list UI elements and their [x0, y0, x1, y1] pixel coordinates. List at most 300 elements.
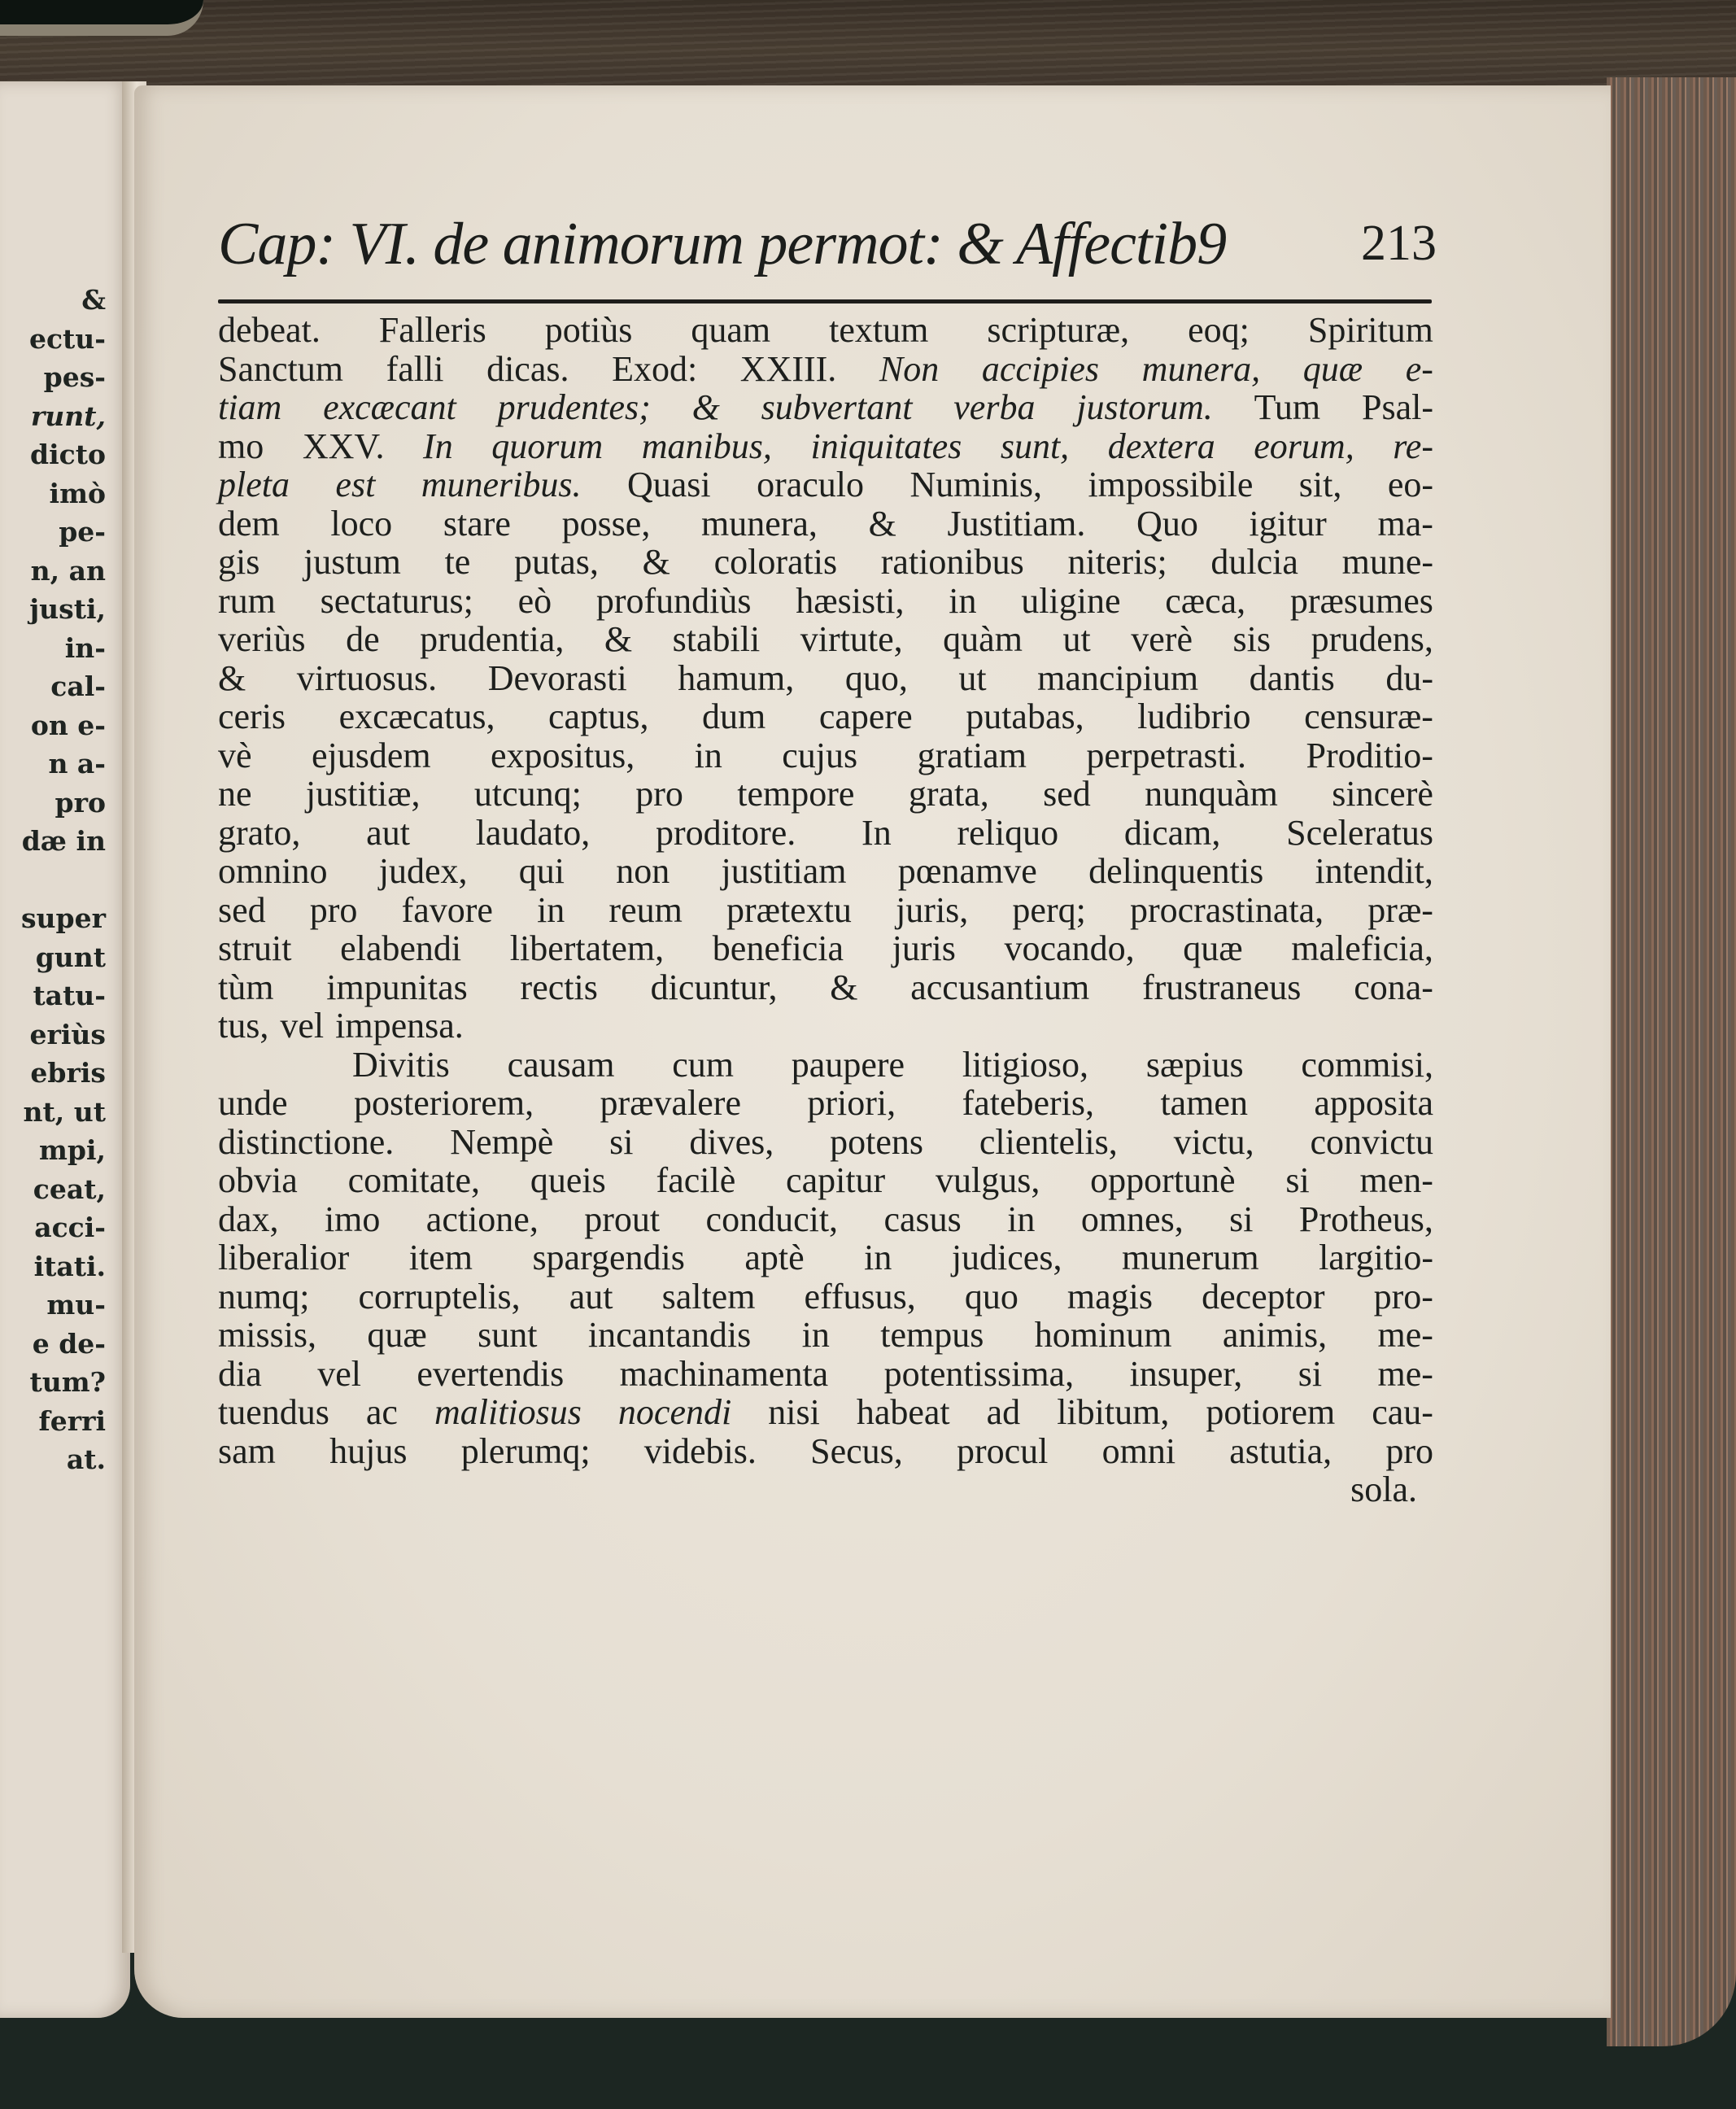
text-line — [218, 1123, 1433, 1162]
word: pro — [1385, 1430, 1433, 1471]
italic-word: malitiosus — [434, 1392, 582, 1432]
word: libitum, — [1057, 1392, 1170, 1432]
text-line — [218, 659, 1433, 698]
word: dicas. — [486, 348, 569, 389]
word: justum — [303, 542, 401, 582]
left-page-fragment: pe- — [59, 516, 106, 548]
word: de — [346, 619, 380, 659]
word: elabendi — [340, 928, 462, 968]
word: intendit, — [1315, 851, 1433, 891]
word: putabas, — [966, 696, 1084, 736]
word: Protheus, — [1298, 1199, 1433, 1239]
word: eò — [517, 580, 552, 621]
header-rule — [218, 299, 1432, 303]
word: si — [609, 1121, 634, 1162]
word: judex, — [378, 851, 468, 891]
word: tus, — [218, 1006, 269, 1046]
word: sed — [1043, 774, 1091, 814]
text-line — [218, 1393, 1433, 1432]
word: conducit, — [705, 1199, 839, 1239]
text-line — [218, 582, 1433, 621]
word: in — [949, 580, 977, 621]
word: priori, — [807, 1083, 896, 1123]
word: cæca, — [1165, 580, 1246, 621]
word: liberalior — [218, 1238, 350, 1277]
word: delinquentis — [1088, 851, 1264, 891]
word: dia — [218, 1353, 262, 1394]
word: Proditio- — [1306, 735, 1433, 775]
word: distinctione. — [218, 1121, 395, 1162]
word: mo — [218, 426, 264, 466]
word: prætextu — [726, 889, 852, 930]
word: prævalere — [600, 1083, 741, 1123]
word: loco — [330, 503, 393, 544]
page-fore-edge — [1607, 77, 1736, 2046]
word: justitiam — [721, 851, 847, 891]
word: hominum — [1034, 1315, 1172, 1355]
word: frustraneus — [1141, 967, 1302, 1007]
word: virtute, — [800, 619, 903, 659]
word: juris — [892, 928, 956, 968]
left-page-fragment: nt, ut — [23, 1095, 106, 1128]
word: aut — [569, 1276, 613, 1316]
left-page-fragment: justi, — [29, 593, 106, 625]
word: rectis — [520, 967, 598, 1007]
word: saltem — [661, 1276, 756, 1316]
italic-word: munera, — [1141, 348, 1261, 389]
word: omnes, — [1080, 1199, 1184, 1239]
italic-word: muneribus. — [421, 465, 582, 504]
word: libertatem, — [509, 928, 665, 968]
word: debeat. — [218, 310, 321, 350]
word: cum — [672, 1044, 735, 1085]
italic-word: e- — [1405, 348, 1433, 389]
word: facilè — [656, 1160, 736, 1200]
word: stabili — [672, 619, 761, 659]
word: convictu — [1310, 1121, 1433, 1162]
word: rationibus — [880, 542, 1024, 582]
word: In — [861, 812, 892, 853]
word: Sanctum — [218, 348, 343, 389]
word: sincerè — [1332, 774, 1433, 814]
text-line — [218, 1432, 1433, 1471]
text-line — [218, 1238, 1433, 1277]
word: struit — [218, 928, 292, 968]
word: missis, — [218, 1315, 317, 1355]
word: Sceleratus — [1286, 812, 1433, 853]
text-line — [218, 1200, 1433, 1239]
italic-word: justorum. — [1076, 387, 1213, 427]
italic-word: verba — [953, 387, 1036, 427]
word: quo, — [844, 657, 908, 698]
word: Devorasti — [487, 657, 627, 698]
word: beneficia — [712, 928, 844, 968]
left-page-fragment: ferri — [38, 1404, 106, 1437]
word: ut — [1062, 619, 1091, 659]
word: gratiam — [917, 735, 1027, 775]
italic-word: dextera — [1107, 426, 1215, 466]
word: capitur — [786, 1160, 886, 1200]
word: reliquo — [957, 812, 1059, 853]
word: posteriorem, — [353, 1083, 534, 1123]
word: captus, — [548, 696, 649, 736]
word: tempore — [737, 774, 855, 814]
word: corruptelis, — [358, 1276, 521, 1316]
bookmark-ribbon — [0, 0, 203, 36]
word: censuræ- — [1304, 696, 1433, 736]
word: sectaturus; — [320, 580, 473, 621]
text-line — [218, 1316, 1433, 1355]
word: fateberis, — [962, 1083, 1095, 1123]
word: unde — [218, 1083, 288, 1123]
word: uligine — [1021, 580, 1121, 621]
word: grata, — [908, 774, 989, 814]
word: insuper, — [1129, 1353, 1243, 1394]
word: & — [868, 503, 896, 544]
word: excæcatus, — [338, 696, 495, 736]
word: Quo — [1136, 503, 1198, 544]
word: comitate, — [347, 1160, 481, 1200]
word: incantandis — [587, 1315, 752, 1355]
page-number: 213 — [1361, 216, 1437, 271]
word: potentissima, — [883, 1353, 1075, 1394]
word: Justitiam. — [947, 503, 1086, 544]
word: scripturæ, — [987, 310, 1130, 350]
word: largitio- — [1319, 1238, 1433, 1277]
left-page-fragment: tatu- — [33, 980, 106, 1011]
word: me- — [1377, 1353, 1433, 1394]
word: ne — [218, 774, 252, 814]
word: me- — [1377, 1315, 1433, 1355]
word: pœnamve — [897, 851, 1037, 891]
word: potiorem — [1206, 1392, 1336, 1432]
running-head-title: Cap: VI. de animorum permot: & Affectib9 — [218, 211, 1227, 277]
word: in — [864, 1238, 892, 1277]
left-page-edge — [0, 81, 130, 2018]
text-line — [218, 465, 1433, 504]
word: Divitis — [352, 1044, 450, 1085]
word: hujus — [329, 1430, 408, 1471]
word: hamum, — [678, 657, 795, 698]
word: dax, — [218, 1199, 279, 1239]
word: quo — [964, 1276, 1018, 1316]
italic-word: subvertant — [761, 387, 913, 427]
word: spargendis — [532, 1238, 685, 1277]
text-line — [218, 1355, 1433, 1394]
text-line — [218, 388, 1433, 427]
word: posse, — [561, 503, 651, 544]
word: opportunè — [1090, 1160, 1236, 1200]
italic-word: sunt, — [1000, 426, 1070, 466]
word: sis — [1232, 619, 1271, 659]
word: litigioso, — [962, 1044, 1089, 1085]
text-line — [218, 311, 1433, 350]
word: vè — [218, 735, 252, 775]
left-page-fragment: acci- — [34, 1212, 106, 1243]
word: proditore. — [655, 812, 796, 853]
word: victu, — [1173, 1121, 1254, 1162]
word: & — [604, 619, 633, 659]
word: dicuntur, — [650, 967, 778, 1007]
word: nisi — [768, 1392, 820, 1432]
italic-word: nocendi — [617, 1392, 732, 1432]
word: hæsisti, — [796, 580, 905, 621]
word: ceris — [218, 696, 286, 736]
word: quæ — [1183, 928, 1243, 968]
word: quàm — [943, 619, 1023, 659]
word: ma- — [1377, 503, 1433, 544]
word: dives, — [689, 1121, 774, 1162]
word: pro — [309, 889, 358, 930]
word: du- — [1385, 657, 1433, 698]
left-page-fragment: e de- — [32, 1327, 106, 1360]
word: profundiùs — [595, 580, 752, 621]
word: gis — [218, 542, 260, 582]
word: potiùs — [544, 310, 633, 350]
word: in — [801, 1315, 830, 1355]
left-page-fragment: ceat, — [33, 1172, 106, 1205]
word: judices, — [951, 1238, 1062, 1277]
word: præ- — [1367, 889, 1433, 930]
word: stare — [443, 503, 511, 544]
word: maleficia, — [1291, 928, 1433, 968]
word: quam — [691, 310, 771, 350]
word: Psal- — [1361, 387, 1433, 427]
word: dicam, — [1123, 812, 1221, 853]
word: cujus — [782, 735, 858, 775]
italic-word: eorum, — [1254, 426, 1354, 466]
word: falli — [386, 348, 444, 389]
word: in — [537, 889, 565, 930]
word: queis — [530, 1160, 606, 1200]
word: ac — [365, 1392, 398, 1432]
left-page-fragment — [0, 861, 106, 900]
left-page-fragment: ebris — [30, 1057, 106, 1089]
word: effusus, — [804, 1276, 916, 1316]
left-page-fragment: on e- — [30, 709, 106, 741]
text-line — [218, 1161, 1433, 1200]
word: in — [1007, 1199, 1036, 1239]
word: Secus, — [810, 1430, 903, 1471]
italic-word: In — [423, 426, 453, 466]
word: omnino — [218, 851, 328, 891]
word: reum — [608, 889, 683, 930]
word: eo- — [1387, 465, 1433, 504]
word: ut — [958, 657, 987, 698]
word: vocando, — [1004, 928, 1135, 968]
word: Spiritum — [1307, 310, 1433, 350]
left-page-fragment: & — [81, 284, 106, 316]
word: munerum — [1121, 1238, 1259, 1277]
word: grato, — [218, 812, 301, 853]
left-page-fragment: at. — [66, 1443, 106, 1475]
italic-word: excæcant — [323, 387, 456, 427]
word: vulgus, — [936, 1160, 1040, 1200]
word: dum — [702, 696, 766, 736]
text-line — [218, 929, 1433, 968]
background-surface — [0, 2018, 1736, 2109]
word: animis, — [1222, 1315, 1328, 1355]
word: aut — [366, 812, 410, 853]
word: machinamenta — [619, 1353, 829, 1394]
word: clientelis, — [979, 1121, 1118, 1162]
word: si — [1229, 1199, 1254, 1239]
word: eoq; — [1188, 310, 1250, 350]
word: putas, — [514, 542, 599, 582]
italic-word: accipies — [981, 348, 1100, 389]
word: oraculo — [757, 465, 864, 504]
text-line — [218, 968, 1433, 1007]
word: favore — [401, 889, 493, 930]
left-page-fragment: gunt — [35, 941, 106, 973]
word: ejusdem — [311, 735, 431, 775]
italic-word: quorum — [491, 426, 604, 466]
running-head — [218, 210, 1438, 291]
word: perpetrasti. — [1086, 735, 1247, 775]
word: utcunq; — [473, 774, 582, 814]
word: ad — [986, 1392, 1021, 1432]
word: Nempè — [450, 1121, 554, 1162]
word: vel — [280, 1006, 325, 1046]
word: causam — [507, 1044, 615, 1085]
word: in — [694, 735, 722, 775]
text-line — [218, 1006, 1433, 1046]
left-page-fragment: cal- — [50, 670, 106, 702]
word: apposita — [1314, 1083, 1433, 1123]
left-page-fragment: n, an — [30, 554, 106, 587]
italic-word: manibus, — [641, 426, 772, 466]
word: prout — [584, 1199, 661, 1239]
text-line — [218, 350, 1433, 389]
word: justitiæ, — [305, 774, 421, 814]
italic-word: pleta — [218, 465, 290, 504]
word: virtuosus. — [296, 657, 438, 698]
word: ludibrio — [1137, 696, 1251, 736]
left-page-fragment: runt, — [30, 400, 106, 432]
word: accusantium — [910, 967, 1090, 1007]
word: habeat — [856, 1392, 950, 1432]
text-line — [218, 1084, 1433, 1123]
word: te — [444, 542, 471, 582]
text-line — [218, 775, 1433, 814]
text-line — [218, 814, 1433, 853]
word: pro- — [1373, 1276, 1433, 1316]
word: perq; — [1012, 889, 1086, 930]
left-page-fragment: in- — [64, 631, 106, 664]
text-line — [218, 620, 1433, 659]
word: plerumq; — [460, 1430, 591, 1471]
text-line — [218, 697, 1433, 736]
italic-word: quæ — [1302, 348, 1363, 389]
word: & — [830, 967, 858, 1007]
italic-word: iniquitates — [810, 426, 962, 466]
word: item — [408, 1238, 473, 1277]
word: impossibile — [1088, 465, 1254, 504]
word: rum — [218, 580, 276, 621]
left-page-fragment: imò — [49, 477, 106, 509]
word: actione, — [425, 1199, 539, 1239]
word: expositus, — [490, 735, 635, 775]
word: niteris; — [1067, 542, 1167, 582]
word: Quasi — [626, 465, 711, 504]
word: paupere — [791, 1044, 905, 1085]
word: dantis — [1249, 657, 1335, 698]
word: numq; — [218, 1276, 310, 1316]
left-page-fragment: dicto — [30, 439, 106, 470]
word: prudentia, — [420, 619, 565, 659]
word: si — [1298, 1353, 1323, 1394]
italic-word: Non — [879, 348, 940, 389]
word: evertendis — [417, 1353, 565, 1394]
left-page-fragment: dæ in — [21, 825, 106, 857]
left-page-fragment: ectu- — [28, 322, 106, 355]
word: impensa. — [335, 1006, 464, 1046]
catchword-line — [218, 1470, 1433, 1509]
word: pro — [635, 774, 683, 814]
word: sed — [218, 889, 266, 930]
word: coloratis — [713, 542, 838, 582]
word: tùm — [218, 967, 274, 1007]
word: Numinis, — [909, 465, 1043, 504]
word: astutia, — [1229, 1430, 1333, 1471]
word: Tum — [1254, 387, 1321, 427]
word: mune- — [1341, 542, 1433, 582]
word: verè — [1131, 619, 1193, 659]
text-line — [218, 1277, 1433, 1316]
word: sunt — [478, 1315, 538, 1355]
left-page-fragment: mu- — [46, 1289, 106, 1321]
word: laudato, — [475, 812, 591, 853]
word: prudens, — [1311, 619, 1433, 659]
italic-word: prudentes; — [497, 387, 651, 427]
word: tuendus — [218, 1392, 329, 1432]
left-page-fragment: tum? — [29, 1366, 106, 1398]
word: textum — [829, 310, 929, 350]
text-line — [218, 1046, 1433, 1085]
word: dem — [218, 503, 280, 544]
word: juris, — [896, 889, 969, 930]
word: si — [1285, 1160, 1310, 1200]
word: igitur — [1249, 503, 1327, 544]
word: procrastinata, — [1129, 889, 1324, 930]
word: capere — [818, 696, 913, 736]
word: mancipium — [1037, 657, 1199, 698]
word: qui — [518, 851, 565, 891]
text-line — [218, 504, 1433, 544]
left-page-fragment: eriùs — [29, 1018, 106, 1050]
word: deceptor — [1202, 1276, 1325, 1316]
word: quæ — [367, 1315, 427, 1355]
italic-word: tiam — [218, 387, 282, 427]
italic-word: est — [335, 465, 376, 504]
word: XXV. — [302, 426, 385, 466]
word: casus — [883, 1199, 962, 1239]
text-line — [218, 427, 1433, 466]
word: dulcia — [1210, 542, 1298, 582]
left-page-fragment: pes- — [43, 361, 106, 393]
word: Exod: — [612, 348, 698, 389]
word: vel — [317, 1353, 361, 1394]
word: præsumes — [1289, 580, 1433, 621]
word: cona- — [1354, 967, 1433, 1007]
left-page-fragment: itati. — [33, 1250, 106, 1282]
word: munera, — [701, 503, 818, 544]
word: tempus — [880, 1315, 984, 1355]
word: procul — [956, 1430, 1049, 1471]
word: aptè — [744, 1238, 805, 1277]
word: magis — [1066, 1276, 1154, 1316]
word: & — [218, 657, 246, 698]
